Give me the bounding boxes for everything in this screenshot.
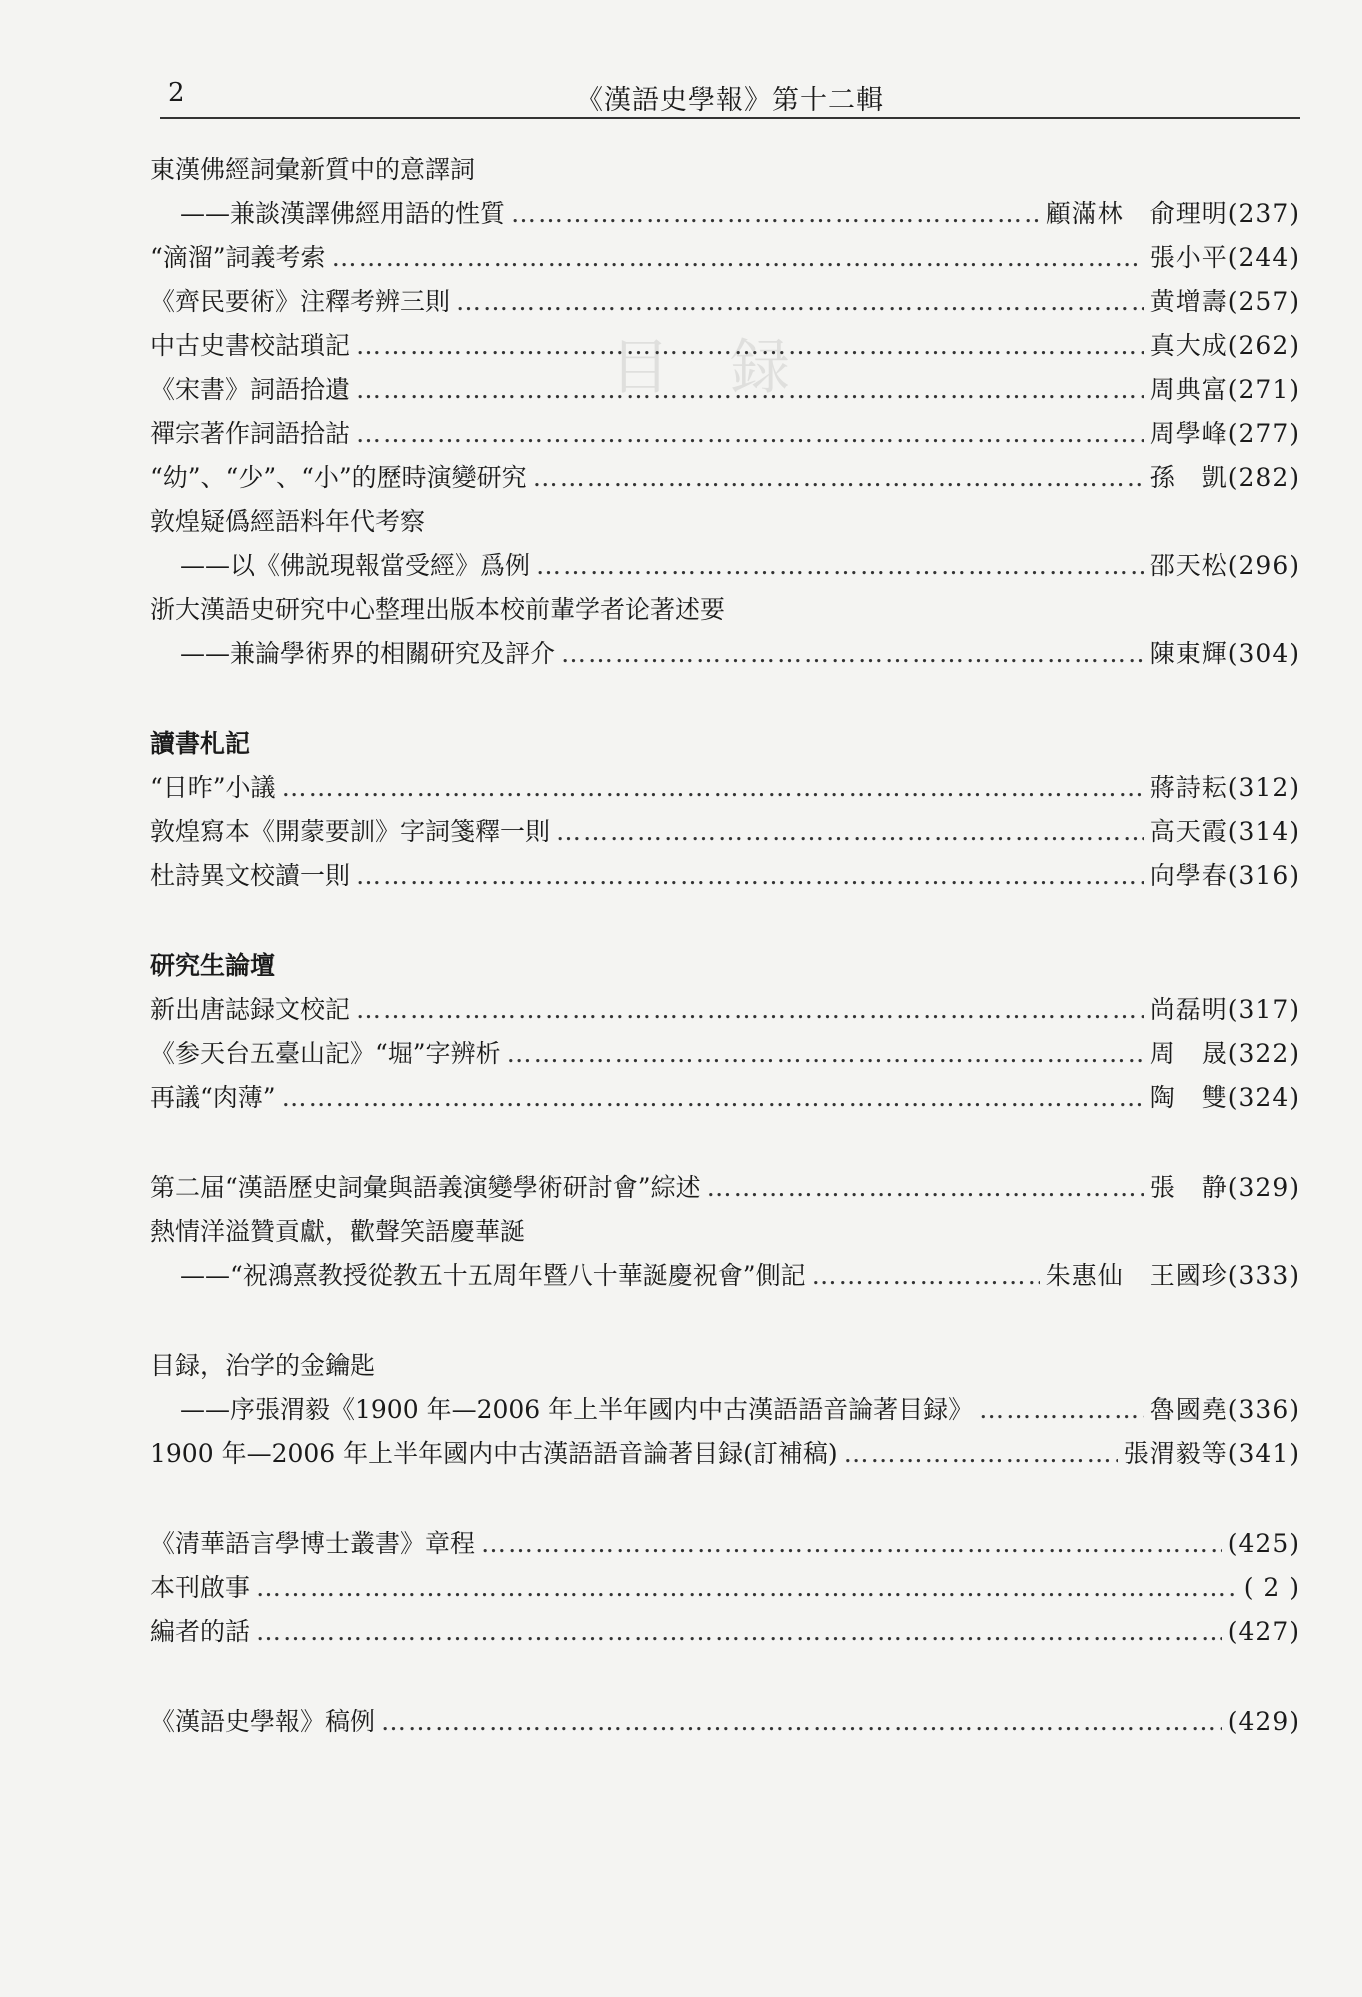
dot-leader	[844, 1432, 1118, 1476]
section-heading-graduate-forum: 研究生論壇	[150, 951, 276, 980]
entry-title: 《宋書》詞語拾遺	[150, 375, 351, 404]
entry-author-page: 張渭毅等(341)	[1123, 1439, 1300, 1468]
dot-leader	[511, 192, 1040, 236]
dot-leader	[536, 544, 1144, 588]
entry-title: ——序張渭毅《1900 年—2006 年上半年國内中古漢語語音論著目録》	[180, 1395, 974, 1424]
entry-author-page: 黄增壽(257)	[1149, 287, 1300, 316]
entry-title: 《齊民要術》注釋考辨三則	[150, 287, 451, 316]
toc-entry[interactable]	[150, 1032, 1300, 1076]
entry-title: 編者的話	[150, 1617, 251, 1646]
entry-title: 杜詩異文校讀一則	[150, 861, 351, 890]
toc-entry[interactable]	[150, 500, 1300, 544]
entry-title: 敦煌寫本《開蒙要訓》字詞箋釋一則	[150, 817, 551, 846]
toc-entry[interactable]	[150, 368, 1300, 412]
entry-author-page: 朱惠仙 王國珍(333)	[1045, 1261, 1300, 1290]
toc-entry[interactable]	[150, 632, 1300, 676]
entry-title: ——兼談漢譯佛經用語的性質	[180, 199, 506, 228]
entry-title: ——“祝鴻熹教授從教五十五周年暨八十華誕慶祝會”側記	[180, 1261, 806, 1290]
entry-title: 《清華語言學博士叢書》章程	[150, 1529, 476, 1558]
entry-title: ——兼論學術界的相關研究及評介	[180, 639, 556, 668]
show-through-text: 目 録	[610, 333, 790, 403]
entry-page: (425)	[1227, 1529, 1300, 1558]
section-gap	[150, 898, 1300, 944]
toc-entry[interactable]	[150, 588, 1300, 632]
entry-author-page: 陳東輝(304)	[1149, 639, 1300, 668]
dot-leader	[381, 1700, 1222, 1744]
section-gap	[150, 1654, 1300, 1700]
entry-author-page: 孫 凱(282)	[1149, 463, 1300, 492]
entry-title: 1900 年—2006 年上半年國内中古漢語語音論著目録(訂補稿)	[150, 1439, 838, 1468]
dot-leader	[256, 1566, 1238, 1610]
toc-entry[interactable]	[150, 544, 1300, 588]
dot-leader	[356, 988, 1144, 1032]
entry-title: “滴溜”詞義考索	[150, 243, 326, 272]
entry-title: 再議“肉薄”	[150, 1083, 276, 1112]
dot-leader	[507, 1032, 1144, 1076]
entry-author-page: 蔣詩耘(312)	[1149, 773, 1300, 802]
toc-entry[interactable]	[150, 456, 1300, 500]
entry-title: 東漢佛經詞彙新質中的意譯詞	[150, 155, 476, 184]
toc-entry[interactable]	[150, 412, 1300, 456]
toc-entry[interactable]	[150, 1388, 1300, 1432]
entry-title: “幼”、“少”、“小”的歷時演變研究	[150, 463, 527, 492]
entry-author-page: 向學春(316)	[1149, 861, 1300, 890]
dot-leader	[332, 236, 1144, 280]
section-gap	[150, 1298, 1300, 1344]
section-gap	[150, 676, 1300, 722]
entry-title: 本刊啟事	[150, 1573, 251, 1602]
section-gap	[150, 1120, 1300, 1166]
entry-title: 目録，治学的金鑰匙	[150, 1351, 376, 1380]
entry-author-page: 周學峰(277)	[1149, 419, 1300, 448]
running-header	[160, 78, 1300, 118]
header-rule	[160, 117, 1300, 119]
entry-title: 敦煌疑僞經語料年代考察	[150, 507, 426, 536]
entry-page: (427)	[1227, 1617, 1300, 1646]
entry-author-page: 高天霞(314)	[1149, 817, 1300, 846]
toc-entry[interactable]	[150, 1166, 1300, 1210]
entry-title: ——以《佛説現報當受經》爲例	[180, 551, 531, 580]
entry-author-page: 尚磊明(317)	[1149, 995, 1300, 1024]
entry-author-page: 真大成(262)	[1149, 331, 1300, 360]
toc-entry[interactable]	[150, 1076, 1300, 1120]
entry-title: 第二届“漢語歷史詞彙與語義演變學術研討會”綜述	[150, 1173, 701, 1202]
toc-entry[interactable]	[150, 236, 1300, 280]
toc-entry[interactable]	[150, 766, 1300, 810]
toc-entry[interactable]	[150, 1210, 1300, 1254]
journal-title: 《漢語史學報》第十二輯	[576, 85, 884, 116]
toc-entry[interactable]	[150, 324, 1300, 368]
entry-title: 浙大漢語史研究中心整理出版本校前輩学者论著述要	[150, 595, 726, 624]
entry-title: 中古史書校詁瑣記	[150, 331, 351, 360]
toc-entry[interactable]	[150, 1566, 1300, 1610]
dot-leader	[282, 1076, 1144, 1120]
toc-entry[interactable]	[150, 810, 1300, 854]
toc-entry[interactable]	[150, 1700, 1300, 1744]
toc-entry[interactable]	[150, 1254, 1300, 1298]
dot-leader	[356, 854, 1144, 898]
dot-leader	[282, 766, 1144, 810]
entry-title: “日昨”小議	[150, 773, 276, 802]
toc-entry[interactable]	[150, 280, 1300, 324]
entry-author-page: 周 晟(322)	[1149, 1039, 1300, 1068]
entry-author-page: 魯國堯(336)	[1149, 1395, 1300, 1424]
entry-title: 《参天台五臺山記》“堀”字辨析	[150, 1039, 501, 1068]
entry-page: (429)	[1227, 1707, 1300, 1736]
toc-entry[interactable]	[150, 1522, 1300, 1566]
toc-entry[interactable]	[150, 192, 1300, 236]
toc-entry[interactable]	[150, 1610, 1300, 1654]
entry-title: 禪宗著作詞語拾詁	[150, 419, 351, 448]
toc-entry[interactable]	[150, 1344, 1300, 1388]
dot-leader	[356, 368, 1144, 412]
entry-page: ( 2 )	[1243, 1573, 1300, 1602]
entry-title: 《漢語史學報》稿例	[150, 1707, 376, 1736]
entry-title: 新出唐誌録文校記	[150, 995, 351, 1024]
dot-leader	[533, 456, 1144, 500]
dot-leader	[707, 1166, 1144, 1210]
toc-entry[interactable]	[150, 988, 1300, 1032]
section-gap	[150, 1476, 1300, 1522]
dot-leader	[812, 1254, 1040, 1298]
section-heading-reading-notes: 讀書札記	[150, 729, 251, 758]
page-number: 2	[168, 78, 185, 108]
dot-leader	[481, 1522, 1222, 1566]
dot-leader	[356, 324, 1144, 368]
entry-title: 熱情洋溢贊貢獻，歡聲笑語慶華誕	[150, 1217, 526, 1246]
toc-entry[interactable]	[150, 854, 1300, 898]
dot-leader	[456, 280, 1144, 324]
toc-entry[interactable]	[150, 1432, 1300, 1476]
entry-author-page: 陶 雙(324)	[1149, 1083, 1300, 1112]
entry-author-page: 張小平(244)	[1149, 243, 1300, 272]
table-of-contents	[150, 148, 1300, 1744]
dot-leader	[356, 412, 1144, 456]
entry-author-page: 顧滿林 俞理明(237)	[1045, 199, 1300, 228]
dot-leader	[256, 1610, 1222, 1654]
dot-leader	[979, 1388, 1144, 1432]
dot-leader	[556, 810, 1144, 854]
toc-entry[interactable]	[150, 148, 1300, 192]
dot-leader	[561, 632, 1144, 676]
entry-author-page: 張 静(329)	[1149, 1173, 1300, 1202]
entry-author-page: 周典富(271)	[1149, 375, 1300, 404]
entry-author-page: 邵天松(296)	[1149, 551, 1300, 580]
